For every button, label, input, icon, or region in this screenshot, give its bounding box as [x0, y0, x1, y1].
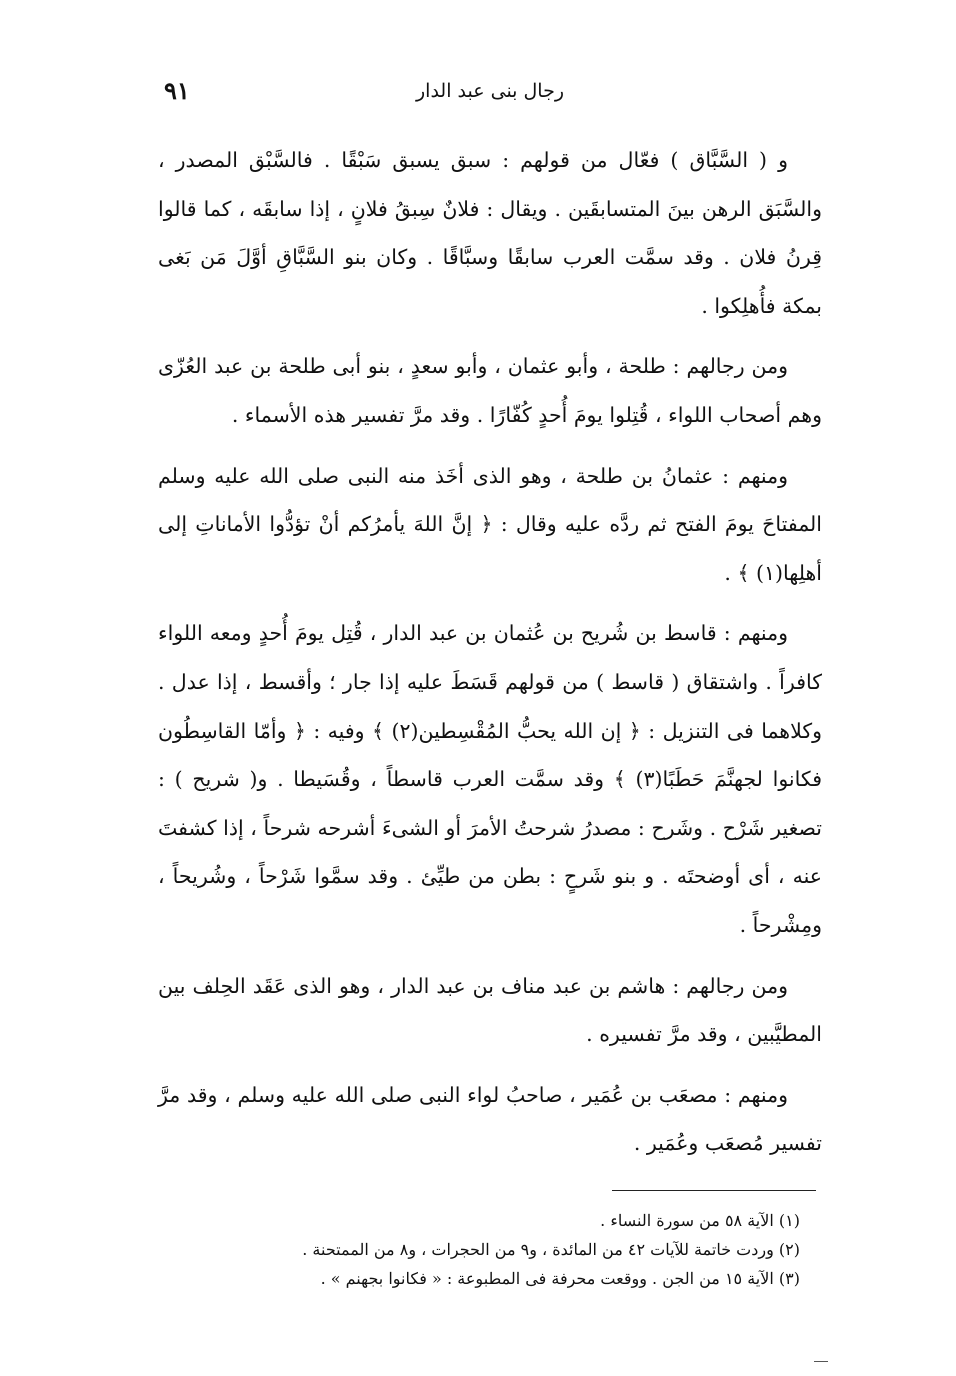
page-number: ٩١: [164, 76, 190, 105]
footnote-divider: [612, 1190, 816, 1191]
running-title: رجال بنى عبد الدار: [415, 80, 565, 102]
footnote-3: (٣) الآية ١٥ من الجن . ووقعت محرفة فى المطبوعة : « فكانوا بجهنم » .: [320, 1269, 800, 1288]
paragraph-uthman-ibn-talha: ومنهم : عثمانُ بن طلحة ، وهو الذى أخَذ منه النبى صلى الله عليه وسلم المفتاحَ يومَ الفتح ثم ردَّه عليه وقال : ﴿ إنَّ اللهَ يأمرُكم أنْ تؤدُّوا الأماناتِ إلى أهلِها(١) ﴾ .: [158, 463, 822, 585]
paragraph-hashim: ومن رجالهم : هاشم بن عبد مناف بن عبد الدار ، وهو الذى عَقَد الحِلف بين المطيَّبين ، وقد مرَّ تفسيره .: [158, 973, 822, 1047]
footnotes: [158, 1206, 822, 1293]
paragraph-sabbaq: و ( السَّبَّاق ) فعّال من قولهم : سبق يسبق سَبْقًا . فالسَّبْق المصدر ، والسَّبَق الرهن بينَ المتسابقَين . ويقال : فلانٌ سِبقُ فلانٍ ، إذا سابقَه ، كما قالوا قِرنُ فلان . وقد سمَّت العرب سابقًا وسبَّاقًا . وكان بنو السَّبَّاقِ أوَّلَ مَن بَغى بمكة فأُهلِكوا .: [158, 148, 822, 318]
main-text: [158, 136, 822, 1180]
footnote-2: (٢) وردت خاتمة للآيات ٤٢ من المائدة ، و٩ من الحجرات ، و٨ من الممتحنة .: [302, 1240, 800, 1259]
paragraph-qasit: ومنهم : قاسط بن شُريح بن عُثمان بن عبد الدار ، قُتِل يومَ أُحدٍ ومعه اللواء كافراً . واشتقاق ( قاسط ) من قولهم قَسَطَ عليه إذا جار ؛ وأقسط ، إذا عدل . وكلاهما فى التنزيل : ﴿ إن الله يحبُّ المُقْسِطين(٢) ﴾ وفيه : ﴿ وأمّا القاسِطُون فكانوا لجهنَّمَ حَطَبًا(٣) ﴾ وقد سمَّت العرب قاسطاً ، وقُسَيطا . و( شريح ) : تصغير شَرْح . وشَرح : مصدرُ شرحتُ الأمرَ أو الشىءَ أشرحه شرحاً ، إذا كشفتَ عنه ، أى أوضحتَه . و بنو شَرحٍ : بطن من طيِّئ . وقد سمَّوا شَرْحاً ، وشُريحاً ، ومِشْرحاً .: [158, 621, 823, 937]
paragraph-talha-sons: ومن رجالهم : طلحة ، وأبو عثمان ، وأبو سعدٍ ، بنو أبى طلحة بن عبد العُزّى وهم أصحاب اللواء ، قُتِلوا يومَ أُحدٍ كُفّارًا . وقد مرَّ تفسير هذه الأسماء .: [158, 354, 822, 427]
scan-mark: [814, 1361, 828, 1362]
footnote-1: (١) الآية ٥٨ من سورة النساء .: [600, 1211, 800, 1230]
page-header: [160, 76, 820, 116]
paragraph-musab: ومنهم : مصعَب بن عُمَير ، صاحبُ لواء النبى صلى الله عليه وسلم ، وقد مرَّ تفسير مُصعَب وعُمَير .: [158, 1082, 822, 1156]
